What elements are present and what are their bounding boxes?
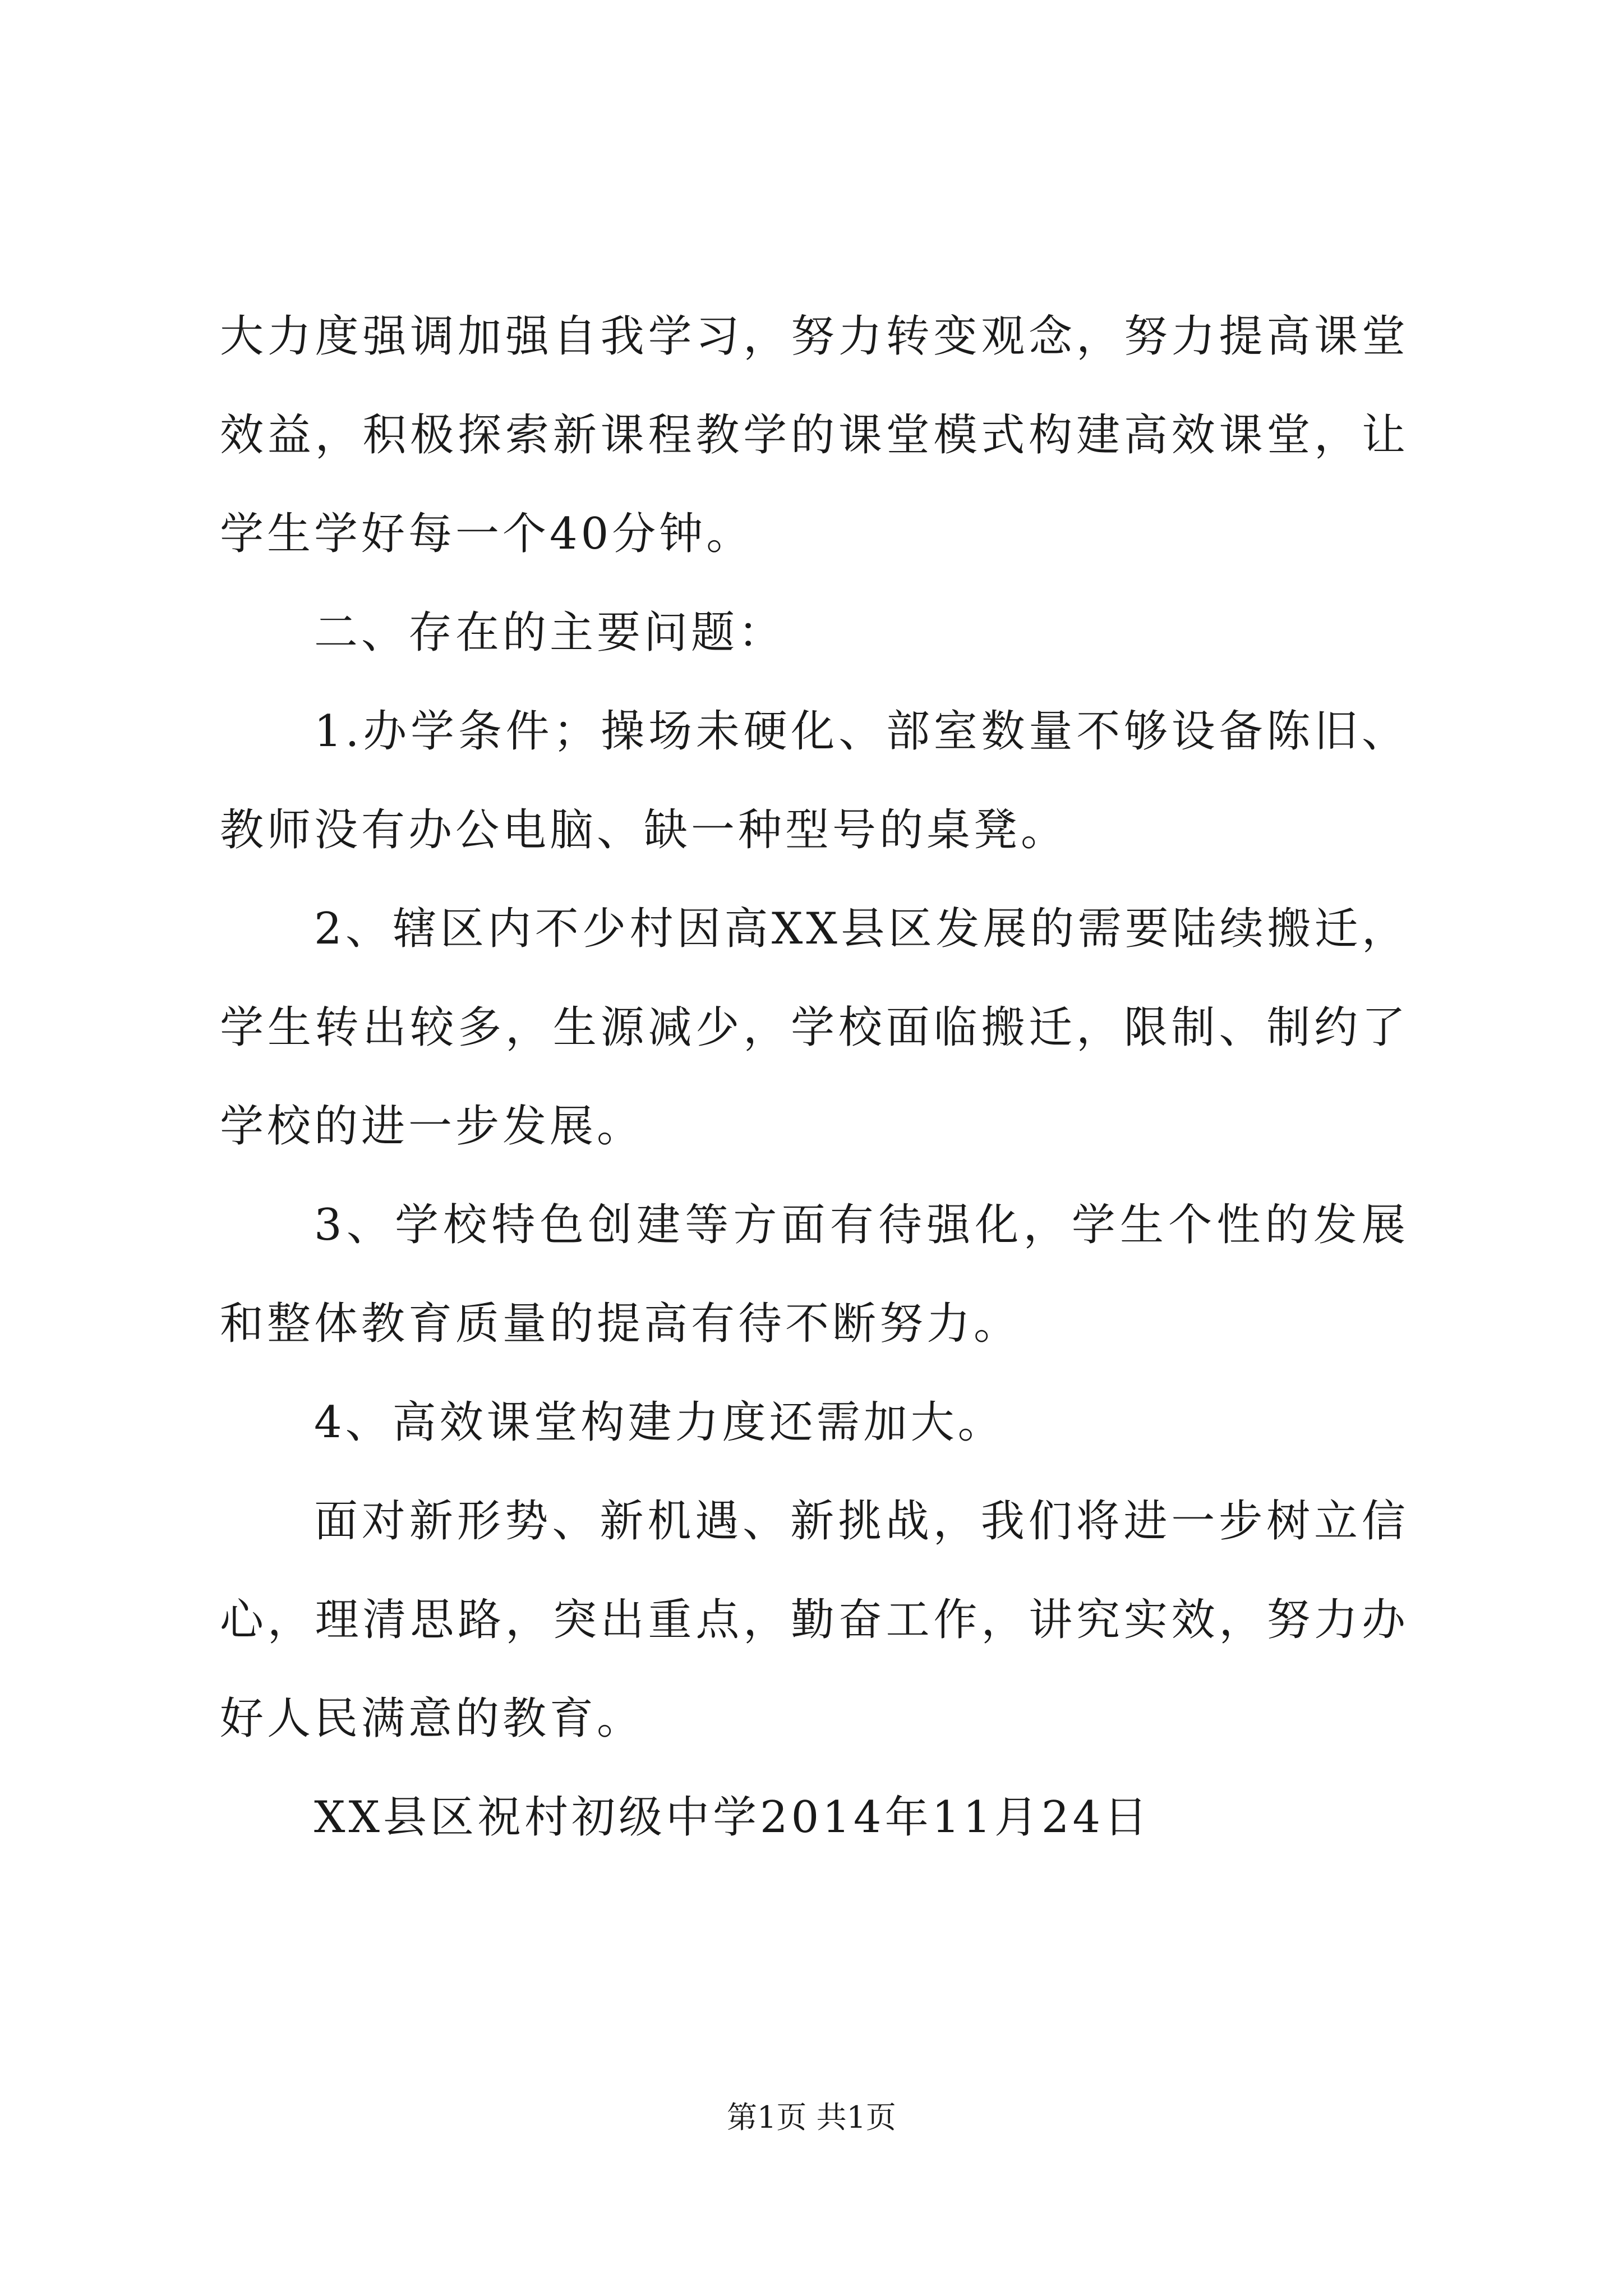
paragraph-problem-2: 2、辖区内不少村因高XX县区发展的需要陆续搬迁，学生转出较多，生源减少，学校面临搬迁，限制、制约了学校的进一步发展。	[220, 904, 1409, 1152]
paragraph-problem-4: 4、高效课堂构建力度还需加大。	[314, 1397, 1005, 1448]
signature-line: XX县区祝村初级中学2014年11月24日	[314, 1792, 1151, 1843]
section-heading-problems: 二、存在的主要问题：	[314, 608, 786, 658]
paragraph-conclusion: 面对新形势、新机遇、新挑战，我们将进一步树立信心，理清思路，突出重点，勤奋工作，讲究实效，努力办好人民满意的教育。	[220, 1496, 1409, 1744]
page-footer: 第1页 共1页	[727, 2100, 896, 2135]
paragraph-intro: 大力度强调加强自我学习，努力转变观念，努力提高课堂效益，积极探索新课程教学的课堂模式构建高效课堂，让学生学好每一个40分钟。	[220, 311, 1409, 559]
paragraph-problem-3: 3、学校特色创建等方面有待强化，学生个性的发展和整体教育质量的提高有待不断努力。	[220, 1200, 1409, 1349]
paragraph-problem-1: 1.办学条件；操场未硬化、部室数量不够设备陈旧、教师没有办公电脑、缺一种型号的桌凳。	[220, 706, 1409, 855]
document-body	[220, 287, 1409, 1867]
